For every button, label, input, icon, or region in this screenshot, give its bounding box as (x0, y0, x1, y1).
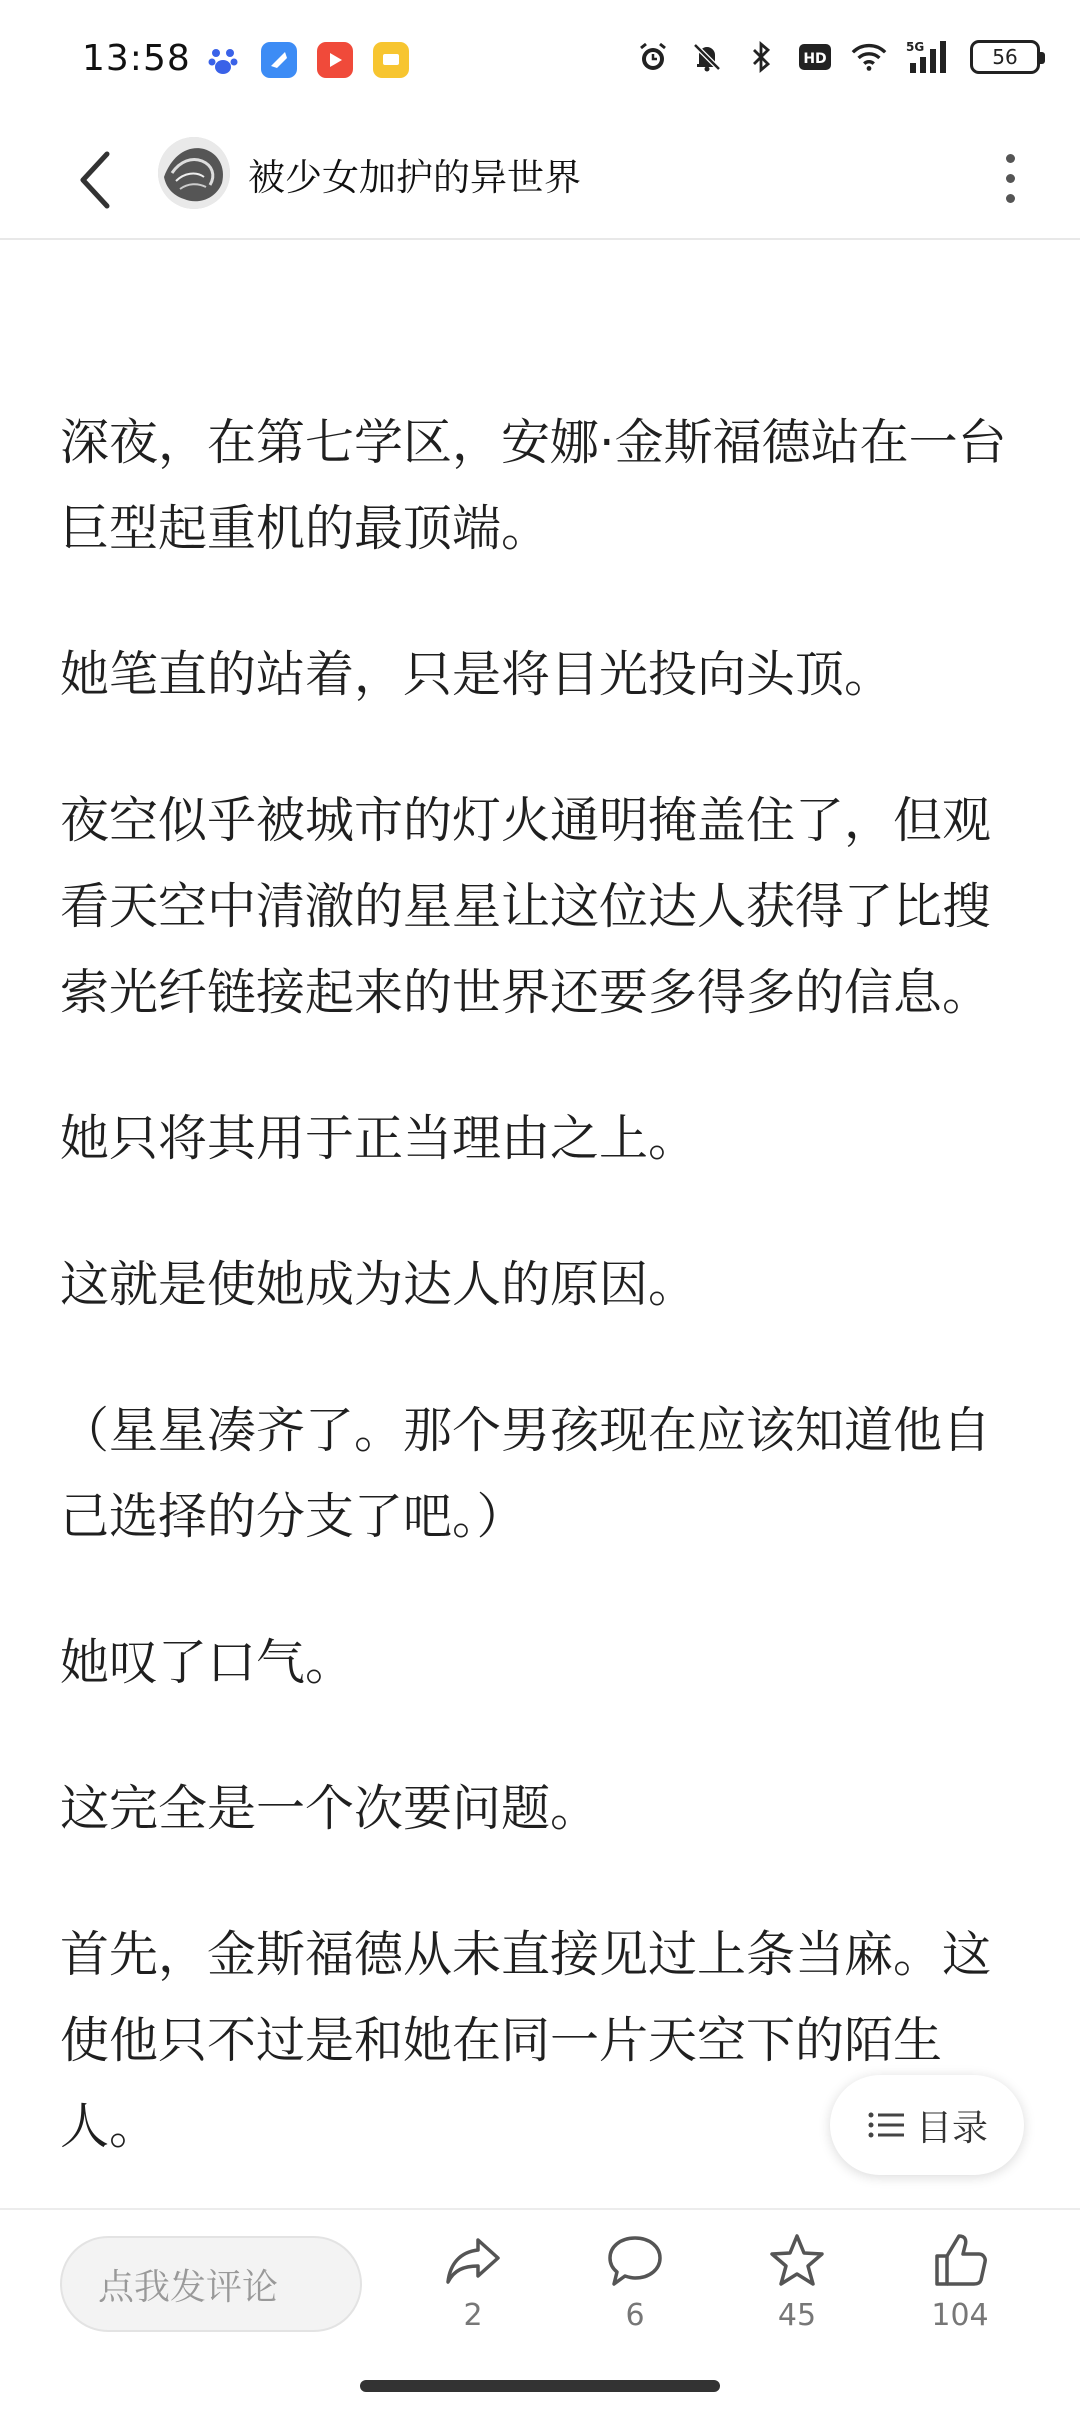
status-app-icons (205, 42, 409, 78)
more-options-button[interactable] (990, 143, 1030, 213)
comment-placeholder: 点我发评论 (98, 2266, 279, 2308)
paragraph: 夜空似乎被城市的灯火通明掩盖住了，但观看天空中清澈的星星让这位达人获得了比搜索光纤链接起来的世界还要多得多的信息。 (60, 792, 992, 1021)
status-time: 13:58 (82, 38, 191, 79)
paragraph: 她叹了口气。 (60, 1634, 355, 1691)
chevron-left-icon (75, 150, 115, 210)
battery-indicator (970, 40, 1040, 74)
message-app-icon (373, 42, 409, 78)
browser-app-icon (261, 42, 297, 78)
hd-icon (796, 38, 834, 76)
5g-signal-icon (904, 38, 954, 76)
paragraph: 这就是使她成为达人的原因。 (60, 1256, 698, 1313)
mute-icon (688, 38, 726, 76)
paragraph: 这完全是一个次要问题。 (60, 1780, 600, 1837)
paragraph: 她笔直的站着，只是将目光投向头顶。 (60, 646, 894, 703)
baidu-app-icon (205, 42, 241, 78)
reader-header (0, 125, 1080, 240)
battery-level: 56 (992, 45, 1018, 69)
status-right-icons (634, 38, 1040, 76)
like-button[interactable] (905, 2230, 1015, 2360)
paragraph: （星星凑齐了。那个男孩现在应该知道他自己选择的分支了吧。） (60, 1402, 992, 1545)
more-dot-icon (1006, 194, 1015, 203)
bottom-action-bar (0, 2208, 1080, 2412)
status-bar (0, 0, 1080, 125)
more-dot-icon (1006, 174, 1015, 183)
svg-text:HD: HD (803, 51, 827, 67)
table-of-contents-button[interactable] (830, 2075, 1024, 2175)
book-cover-avatar[interactable] (158, 137, 230, 209)
favorite-count: 45 (777, 2298, 817, 2333)
paragraph: 首先，金斯福德从未直接见过上条当麻。这使他只不过是和她在同一片天空下的陌生人。 (60, 1926, 992, 2155)
share-icon (442, 2230, 504, 2292)
share-button[interactable] (418, 2230, 528, 2360)
thumbs-up-icon (929, 2230, 991, 2292)
like-count: 104 (931, 2298, 989, 2333)
favorite-button[interactable] (742, 2230, 852, 2360)
chapter-content[interactable] (60, 400, 1020, 2210)
comment-count: 6 (625, 2298, 645, 2333)
share-count: 2 (463, 2298, 483, 2333)
comment-button[interactable] (580, 2230, 690, 2360)
paragraph: 深夜，在第七学区，安娜·金斯福德站在一台巨型起重机的最顶端。 (60, 414, 1007, 557)
list-icon (866, 2107, 906, 2143)
svg-text:5G: 5G (906, 40, 925, 54)
paragraph: 她只将其用于正当理由之上。 (60, 1110, 698, 1167)
comment-bubble-icon (604, 2230, 666, 2292)
more-dot-icon (1006, 154, 1015, 163)
comment-input[interactable] (60, 2236, 362, 2332)
star-icon (766, 2230, 828, 2292)
book-title: 被少女加护的异世界 (248, 156, 581, 199)
bluetooth-icon (742, 38, 780, 76)
wifi-icon (850, 38, 888, 76)
toc-label: 目录 (915, 2107, 988, 2149)
video-app-icon (317, 42, 353, 78)
back-button[interactable] (60, 145, 130, 215)
home-indicator[interactable] (360, 2380, 720, 2392)
alarm-icon (634, 38, 672, 76)
